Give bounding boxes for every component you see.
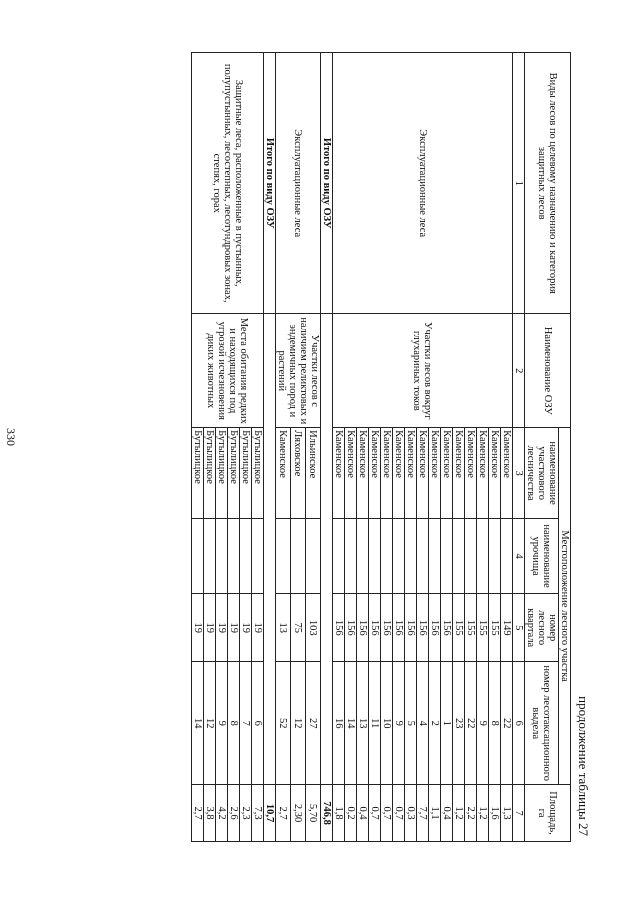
page-number: 330 xyxy=(4,428,18,446)
vydel-cell: 7 xyxy=(240,662,252,785)
forestry-cell: Бутылицкое xyxy=(228,428,240,519)
forestry-cell: Каменское xyxy=(453,428,465,519)
vydel-cell: 12 xyxy=(291,662,306,785)
forestry-cell: Ильинское xyxy=(306,428,321,519)
forestry-cell: Бутылицкое xyxy=(216,428,228,519)
vydel-cell: 10 xyxy=(381,662,393,785)
area-cell: 0,3 xyxy=(405,785,417,842)
forestry-cell: Каменское xyxy=(405,428,417,519)
table-row xyxy=(501,53,513,842)
kvartal-cell: 155 xyxy=(465,594,477,662)
urochishche-cell xyxy=(306,519,321,594)
header-area: Площадь, га xyxy=(525,785,571,842)
forest-category-cell: Эксплуатационные леса xyxy=(333,53,513,314)
kvartal-cell: 156 xyxy=(429,594,441,662)
kvartal-cell: 13 xyxy=(276,594,291,662)
vydel-cell: 14 xyxy=(192,662,204,785)
kvartal-cell: 156 xyxy=(405,594,417,662)
vydel-cell: 27 xyxy=(306,662,321,785)
forestry-cell: Каменское xyxy=(333,428,345,519)
urochishche-cell xyxy=(501,519,513,594)
area-cell: 1,2 xyxy=(453,785,465,842)
header-vydel: номер лесотаксационного выдела xyxy=(525,662,559,785)
area-cell: 7,3 xyxy=(252,785,264,842)
urochishche-cell xyxy=(465,519,477,594)
urochishche-cell xyxy=(345,519,357,594)
total-value: 10,7 xyxy=(264,785,276,842)
urochishche-cell xyxy=(216,519,228,594)
urochishche-cell xyxy=(252,519,264,594)
vydel-cell: 6 xyxy=(252,662,264,785)
area-cell: 0,7 xyxy=(393,785,405,842)
kvartal-cell: 19 xyxy=(216,594,228,662)
vydel-cell: 22 xyxy=(465,662,477,785)
header-ozu-name: Наименование ОЗУ xyxy=(525,314,571,428)
forestry-cell: Каменское xyxy=(501,428,513,519)
vydel-cell: 4 xyxy=(417,662,429,785)
urochishche-cell xyxy=(369,519,381,594)
area-cell: 2,30 xyxy=(291,785,306,842)
urochishche-cell xyxy=(381,519,393,594)
kvartal-cell: 155 xyxy=(453,594,465,662)
area-cell: 1,2 xyxy=(477,785,489,842)
vydel-cell: 16 xyxy=(333,662,345,785)
header-kvartal: номер лесного квартала xyxy=(525,594,559,662)
table-row xyxy=(306,53,321,842)
forestry-cell: Каменское xyxy=(276,428,291,519)
forestry-cell: Каменское xyxy=(441,428,453,519)
urochishche-cell xyxy=(405,519,417,594)
vydel-cell: 12 xyxy=(204,662,216,785)
urochishche-cell xyxy=(228,519,240,594)
header-forest-type: Виды лесов по целевому назначению и категория защитных лесов xyxy=(525,53,571,314)
area-cell: 2,3 xyxy=(240,785,252,842)
total-empty-cell xyxy=(264,314,276,785)
area-cell: 1,3 xyxy=(501,785,513,842)
rotated-table-page xyxy=(71,52,591,842)
urochishche-cell xyxy=(204,519,216,594)
urochishche-cell xyxy=(429,519,441,594)
forestry-cell: Каменское xyxy=(477,428,489,519)
forestry-cell: Ляховское xyxy=(291,428,306,519)
urochishche-cell xyxy=(489,519,501,594)
area-cell: 1,8 xyxy=(333,785,345,842)
area-cell: 0,2 xyxy=(345,785,357,842)
ozu-name-cell: Участки лесов вокруг глухариных токов xyxy=(333,314,513,428)
header-location-group: Местоположение лесного участка xyxy=(559,428,571,785)
table-row xyxy=(252,53,264,842)
area-cell: 3,8 xyxy=(204,785,216,842)
urochishche-cell xyxy=(417,519,429,594)
vydel-cell: 14 xyxy=(345,662,357,785)
total-row xyxy=(264,53,276,842)
area-cell: 2,6 xyxy=(228,785,240,842)
area-cell: 5,70 xyxy=(306,785,321,842)
ozu-table xyxy=(191,52,571,842)
kvartal-cell: 156 xyxy=(417,594,429,662)
total-value: 746,8 xyxy=(321,785,333,842)
vydel-cell: 22 xyxy=(501,662,513,785)
ozu-name-cell: Места обитания редких и находящихся под угрозой исчезновения диких животных xyxy=(192,314,264,428)
forestry-cell: Каменское xyxy=(381,428,393,519)
vydel-cell: 9 xyxy=(216,662,228,785)
urochishche-cell xyxy=(453,519,465,594)
kvartal-cell: 156 xyxy=(345,594,357,662)
forestry-cell: Каменское xyxy=(357,428,369,519)
kvartal-cell: 156 xyxy=(369,594,381,662)
vydel-cell: 9 xyxy=(477,662,489,785)
vydel-cell: 13 xyxy=(357,662,369,785)
vydel-cell: 9 xyxy=(393,662,405,785)
kvartal-cell: 75 xyxy=(291,594,306,662)
urochishche-cell xyxy=(240,519,252,594)
vydel-cell: 11 xyxy=(369,662,381,785)
forestry-cell: Каменское xyxy=(393,428,405,519)
vydel-cell: 8 xyxy=(489,662,501,785)
vydel-cell: 23 xyxy=(453,662,465,785)
area-cell: 2,7 xyxy=(276,785,291,842)
vydel-cell: 1 xyxy=(441,662,453,785)
area-cell: 0,7 xyxy=(381,785,393,842)
kvartal-cell: 19 xyxy=(228,594,240,662)
kvartal-cell: 149 xyxy=(501,594,513,662)
kvartal-cell: 155 xyxy=(477,594,489,662)
area-cell: 0,4 xyxy=(441,785,453,842)
kvartal-cell: 19 xyxy=(240,594,252,662)
ozu-name-cell: Участки лесов с наличием реликтовых и эндемичных пород и растений xyxy=(276,314,321,428)
urochishche-cell xyxy=(441,519,453,594)
urochishche-cell xyxy=(276,519,291,594)
forest-category-cell: Защитные леса, расположенные в пустынных, полупустынных, лесостепных, лесотундровых зонах, степях, горах xyxy=(192,53,264,314)
table-continuation-caption: продолжение таблицы 27 xyxy=(576,696,591,836)
urochishche-cell xyxy=(357,519,369,594)
vydel-cell: 8 xyxy=(228,662,240,785)
kvartal-cell: 156 xyxy=(333,594,345,662)
kvartal-cell: 156 xyxy=(393,594,405,662)
forestry-cell: Каменское xyxy=(489,428,501,519)
forestry-cell: Бутылицкое xyxy=(204,428,216,519)
column-number-row: 1 2 3 4 5 6 7 xyxy=(513,53,525,842)
area-cell: 7,7 xyxy=(417,785,429,842)
kvartal-cell: 19 xyxy=(204,594,216,662)
kvartal-cell: 156 xyxy=(381,594,393,662)
forestry-cell: Бутылицкое xyxy=(192,428,204,519)
kvartal-cell: 103 xyxy=(306,594,321,662)
urochishche-cell xyxy=(477,519,489,594)
kvartal-cell: 156 xyxy=(357,594,369,662)
area-cell: 1,6 xyxy=(489,785,501,842)
vydel-cell: 52 xyxy=(276,662,291,785)
area-cell: 0,4 xyxy=(357,785,369,842)
area-cell: 1,1 xyxy=(429,785,441,842)
header-urochishche: наименование урочища xyxy=(525,519,559,594)
forestry-cell: Каменское xyxy=(369,428,381,519)
kvartal-cell: 156 xyxy=(441,594,453,662)
urochishche-cell xyxy=(393,519,405,594)
forestry-cell: Каменское xyxy=(429,428,441,519)
area-cell: 0,7 xyxy=(369,785,381,842)
forest-category-cell: Эксплуатационные леса xyxy=(276,53,321,314)
kvartal-cell: 155 xyxy=(489,594,501,662)
header-forestry: наименование участкового лесничества xyxy=(525,428,559,519)
area-cell: 4,2 xyxy=(216,785,228,842)
total-label: Итого по виду ОЗУ xyxy=(321,53,333,314)
vydel-cell: 5 xyxy=(405,662,417,785)
forestry-cell: Каменское xyxy=(417,428,429,519)
forestry-cell: Бутылицкое xyxy=(240,428,252,519)
kvartal-cell: 19 xyxy=(252,594,264,662)
urochishche-cell xyxy=(291,519,306,594)
urochishche-cell xyxy=(333,519,345,594)
forestry-cell: Бутылицкое xyxy=(252,428,264,519)
forestry-cell: Каменское xyxy=(345,428,357,519)
forestry-cell: Каменское xyxy=(465,428,477,519)
urochishche-cell xyxy=(192,519,204,594)
kvartal-cell: 19 xyxy=(192,594,204,662)
area-cell: 2,7 xyxy=(192,785,204,842)
vydel-cell: 2 xyxy=(429,662,441,785)
total-row xyxy=(321,53,333,842)
total-empty-cell xyxy=(321,314,333,785)
area-cell: 2,2 xyxy=(465,785,477,842)
total-label: Итого по виду ОЗУ xyxy=(264,53,276,314)
